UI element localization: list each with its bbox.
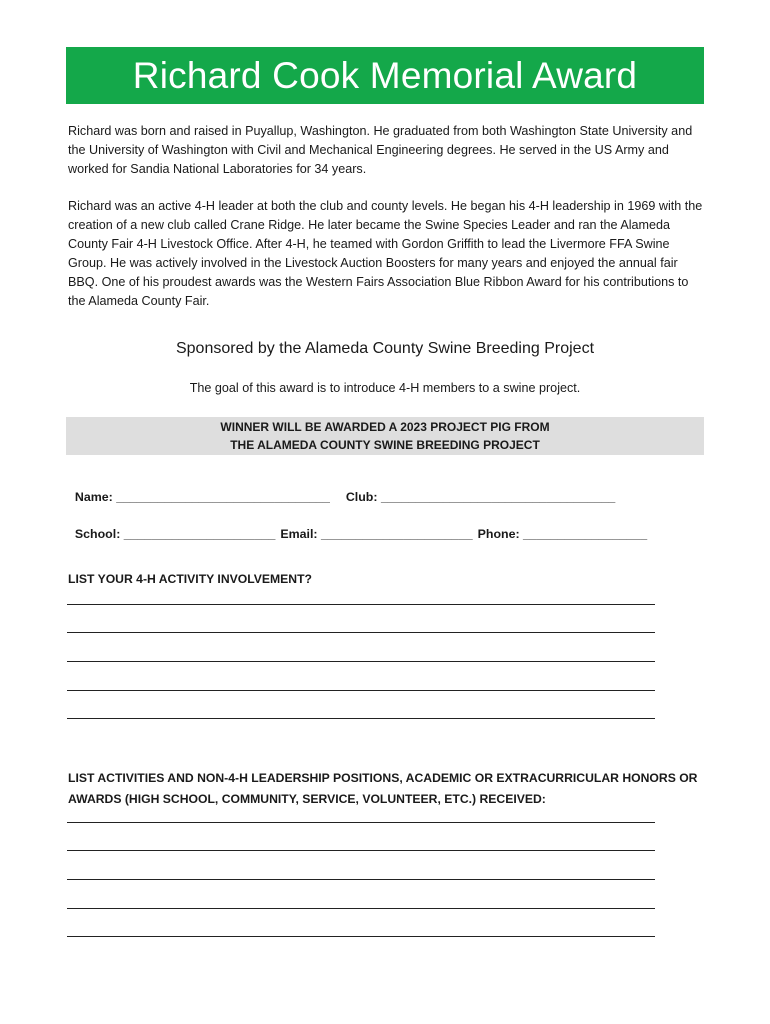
- winner-line-1: WINNER WILL BE AWARDED A 2023 PROJECT PIG FROM: [220, 420, 550, 434]
- leadership-answer-line[interactable]: [67, 850, 655, 851]
- name-field[interactable]: Name: _______________________________: [74, 490, 330, 504]
- winner-announcement: [66, 417, 704, 455]
- leadership-heading: LIST ACTIVITIES AND NON-4-H LEADERSHIP POSITIONS, ACADEMIC OR EXTRACURRICULAR HONORS OR AWARDS (HIGH SCHOOL, COMMUNITY, SERVICE, VOLUNTEER, ETC.) RECEIVED:: [68, 771, 698, 806]
- award-title-banner: [66, 47, 704, 104]
- name-club-row: [68, 476, 615, 504]
- phone-field[interactable]: Phone: __________________: [477, 527, 648, 541]
- activity-answer-line[interactable]: [67, 718, 655, 719]
- club-field[interactable]: Club: __________________________________: [345, 490, 616, 504]
- activity-answer-line[interactable]: [67, 690, 655, 691]
- school-email-phone-row: [68, 513, 647, 541]
- award-title: Richard Cook Memorial Award: [132, 54, 638, 96]
- school-field[interactable]: School: ______________________: [74, 527, 276, 541]
- activity-answer-line[interactable]: [67, 604, 655, 605]
- sponsor-line: Sponsored by the Alameda County Swine Breeding Project: [175, 340, 595, 357]
- leadership-answer-line[interactable]: [67, 822, 655, 823]
- activity-heading: LIST YOUR 4-H ACTIVITY INVOLVEMENT?: [68, 572, 312, 586]
- activity-answer-line[interactable]: [67, 661, 655, 662]
- goal-line: The goal of this award is to introduce 4-H members to a swine project.: [189, 381, 581, 395]
- email-field[interactable]: Email: ______________________: [280, 527, 473, 541]
- bio-paragraph-2: Richard was an active 4-H leader at both the club and county levels. He began his 4-H leadership in 1969 with the creation of a new club called Crane Ridge. He later became the Swine Species Leader and ran the Alameda County Fair 4-H Livestock Office. After 4-H, he teamed with Gordon Griffith to lead the Livermore FFA Swine Group. He was actively involved in the Livestock Auction Boosters for many years and enjoyed the annual fair BBQ. One of his proudest awards was the Western Fairs Association Blue Ribbon Award for his contributions to the Alameda County Fair.: [68, 199, 703, 308]
- winner-line-2: THE ALAMEDA COUNTY SWINE BREEDING PROJECT: [230, 438, 540, 452]
- bio-paragraph-1: Richard was born and raised in Puyallup, Washington. He graduated from both Washington State University and the University of Washington with Civil and Mechanical Engineering degrees. He served in the US Army and worked for Sandia National Laboratories for 34 years.: [68, 124, 693, 176]
- leadership-answer-line[interactable]: [67, 879, 655, 880]
- activity-answer-line[interactable]: [67, 632, 655, 633]
- leadership-answer-line[interactable]: [67, 908, 655, 909]
- leadership-answer-line[interactable]: [67, 936, 655, 937]
